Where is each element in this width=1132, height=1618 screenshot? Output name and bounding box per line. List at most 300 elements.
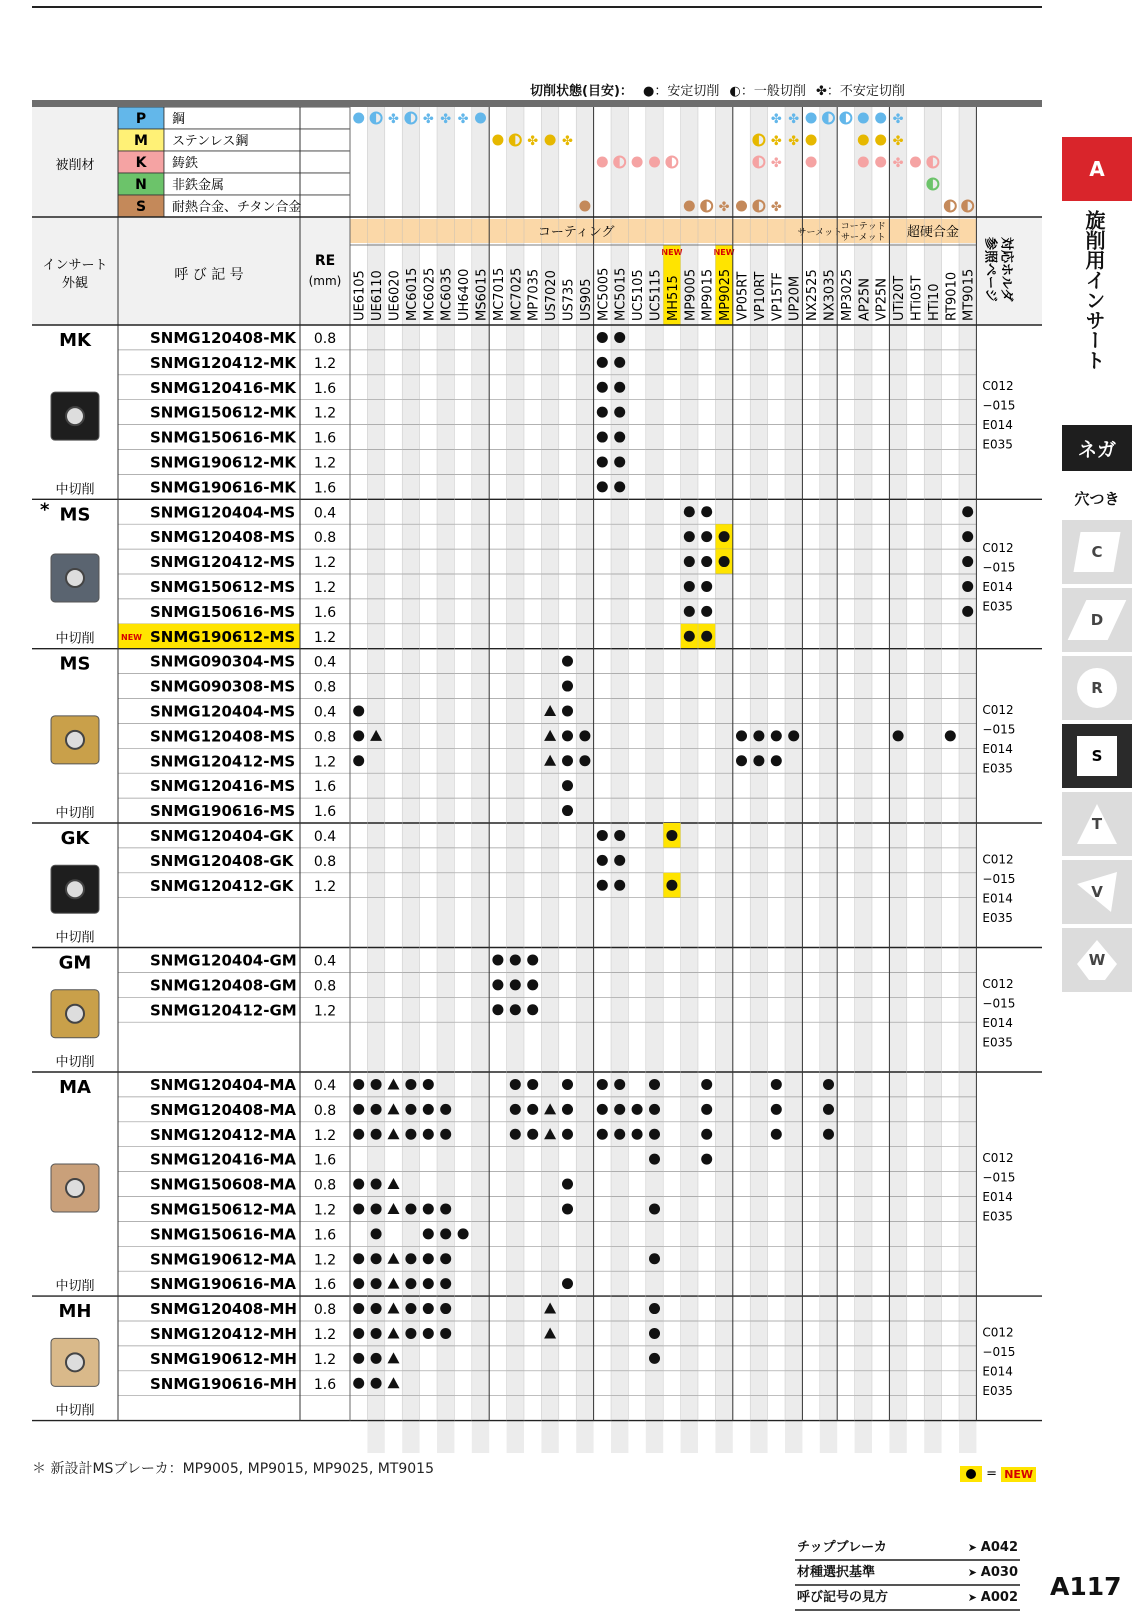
re-cell: 1.2: [313, 878, 337, 895]
holder-page-ref: −015: [982, 1344, 1016, 1359]
recommended-dot-mark: [649, 1203, 660, 1214]
recommended-dot-mark: [701, 581, 712, 592]
grade-name: UE6110: [370, 270, 386, 321]
insert-hole-icon: [66, 731, 84, 749]
material-code: N: [135, 177, 147, 193]
stable-cutting-mark: [475, 113, 486, 124]
recommended-dot-mark: [701, 1154, 712, 1165]
recommended-triangle-mark: [388, 1253, 400, 1264]
ref-grade-selection[interactable]: [795, 1561, 1020, 1586]
material-code: K: [135, 155, 147, 171]
recommended-dot-mark: [353, 1353, 364, 1364]
shape-tab-label: S: [1091, 747, 1103, 765]
ref-page: ➤ A042: [968, 1538, 1018, 1558]
unstable-cutting-mark: ✤: [892, 134, 904, 149]
recommended-triangle-mark: [388, 1377, 400, 1388]
recommended-dot-mark: [579, 730, 590, 741]
group-code: MA: [59, 1077, 91, 1098]
holder-page-ref: E035: [982, 910, 1013, 925]
recommended-dot-mark: [353, 755, 364, 766]
recommended-dot-mark: [823, 1079, 834, 1090]
recommended-dot-mark: [562, 1129, 573, 1140]
holder-page-ref: −015: [982, 722, 1016, 737]
designation-cell: SNMG150612-MA: [150, 1200, 296, 1219]
designation-cell: SNMG120412-MK: [150, 353, 296, 372]
recommended-dot-mark: [405, 1203, 416, 1214]
shape-tab-label: C: [1091, 543, 1103, 561]
recommended-dot-mark: [614, 830, 625, 841]
grade-name: AP25N: [857, 278, 873, 321]
re-cell: 1.2: [313, 555, 337, 572]
designation-cell: SNMG190616-MS: [150, 802, 296, 821]
recommended-dot-mark: [492, 1004, 503, 1015]
grade-name: HTi10: [926, 283, 942, 321]
recommended-dot-mark: [440, 1253, 451, 1264]
top-rule: [32, 6, 1042, 8]
recommended-triangle-mark: [388, 1128, 400, 1139]
recommended-dot-mark: [632, 1129, 643, 1140]
cermet-label: サーメット: [797, 228, 843, 238]
stable-cutting-mark: [632, 157, 643, 168]
re-cell: 1.6: [313, 380, 337, 397]
recommended-dot-mark: [371, 1303, 382, 1314]
holder-page-ref: E014: [982, 1015, 1013, 1030]
recommended-dot-mark: [353, 1328, 364, 1339]
recommended-dot-mark: [353, 1129, 364, 1140]
ref-chipbreaker[interactable]: [795, 1536, 1020, 1561]
designation-header: 呼 び 記 号: [174, 267, 244, 283]
recommended-dot-mark: [614, 880, 625, 891]
re-cell: 0.4: [313, 704, 337, 721]
re-cell: 0.8: [313, 1177, 337, 1194]
recommended-dot-mark: [353, 1278, 364, 1289]
stable-cutting-mark: [806, 157, 817, 168]
recommended-dot-mark: [405, 1079, 416, 1090]
unstable-cutting-mark: ✤: [788, 112, 800, 127]
recommended-dot-mark: [371, 1079, 382, 1090]
holder-page-ref: C012: [982, 976, 1014, 991]
stable-cutting-mark: [875, 135, 886, 146]
insert-hole-icon: [66, 1005, 84, 1023]
material-code: S: [135, 199, 147, 215]
grade-name: UP20M: [787, 275, 803, 321]
recommended-dot-mark: [440, 1278, 451, 1289]
recommended-dot-mark: [701, 531, 712, 542]
recommended-dot-mark: [492, 979, 503, 990]
recommended-dot-mark: [562, 1179, 573, 1190]
holder-page-ref: −015: [982, 1170, 1016, 1185]
recommended-dot-mark: [684, 506, 695, 517]
recommended-dot-mark: [510, 979, 521, 990]
coated-cermet-label: コーテッド: [840, 222, 886, 232]
grade-name: UC5105: [631, 269, 647, 321]
legend-title: 切削状態(目安)：: [530, 84, 633, 99]
recommended-dot-mark: [371, 1328, 382, 1339]
recommended-dot-mark: [649, 1353, 660, 1364]
re-cell: 0.8: [313, 530, 337, 547]
unstable-cutting-mark: ✤: [457, 112, 469, 127]
recommended-dot-mark: [666, 880, 677, 891]
re-cell: 1.6: [313, 1152, 337, 1169]
recommended-dot-mark: [371, 1378, 382, 1389]
re-cell: 1.6: [313, 430, 337, 447]
recommended-dot-mark: [458, 1228, 469, 1239]
shape-tab-label: V: [1091, 883, 1103, 901]
grade-name: US735: [561, 278, 577, 321]
holder-header: 参照ページ: [982, 237, 998, 302]
grade-name: UE6105: [352, 270, 368, 321]
material-name: 非鉄金属: [172, 178, 225, 193]
recommended-dot-mark: [562, 730, 573, 741]
designation-cell: SNMG120412-MH: [150, 1325, 297, 1343]
shape-tab-t[interactable]: [1062, 792, 1132, 856]
holder-page-ref: −015: [982, 871, 1016, 886]
recommended-dot-mark: [823, 1104, 834, 1115]
grade-name: MH515: [665, 275, 681, 321]
recommended-dot-mark: [562, 1278, 573, 1289]
recommended-dot-mark: [597, 481, 608, 492]
recommended-triangle-mark: [388, 1078, 400, 1089]
recommended-dot-mark: [962, 556, 973, 567]
re-header: RE: [314, 253, 336, 269]
recommended-dot-mark: [405, 1328, 416, 1339]
re-cell: 0.4: [313, 654, 337, 671]
group-code: GM: [58, 952, 92, 974]
recommended-dot-mark: [353, 1079, 364, 1090]
recommended-triangle-mark: [388, 1103, 400, 1114]
designation-cell: SNMG120408-MA: [150, 1100, 296, 1119]
grade-name: MC6035: [439, 267, 455, 321]
re-cell: 0.4: [313, 505, 337, 522]
grade-name: MC7025: [509, 267, 525, 321]
material-name: ステンレス鋼: [172, 134, 249, 149]
ref-page: ➤ A030: [968, 1563, 1018, 1583]
recommended-dot-mark: [562, 1104, 573, 1115]
unstable-cutting-mark: ✤: [422, 112, 434, 127]
recommended-dot-mark: [353, 1253, 364, 1264]
holder-page-ref: E035: [982, 599, 1013, 614]
recommended-dot-mark: [423, 1328, 434, 1339]
re-cell: 0.8: [313, 1102, 337, 1119]
designation-cell: SNMG120412-MS: [150, 752, 296, 771]
grade-name: MC6025: [422, 267, 438, 321]
recommended-dot-mark: [614, 407, 625, 418]
recommended-dot-mark: [701, 631, 712, 642]
grade-name: US7020: [544, 270, 560, 321]
recommended-dot-mark: [701, 1129, 712, 1140]
recommended-dot-mark: [614, 481, 625, 492]
recommended-dot-mark: [962, 531, 973, 542]
re-cell: 1.6: [313, 779, 337, 796]
recommended-dot-mark: [371, 1353, 382, 1364]
designation-cell: SNMG120408-MS: [150, 528, 296, 547]
grade-name: MP3025: [839, 268, 855, 321]
coated-cermet-label: サーメット: [841, 233, 886, 243]
recommended-dot-mark: [440, 1129, 451, 1140]
designation-cell: SNMG120408-MK: [150, 329, 296, 347]
recommended-dot-mark: [597, 382, 608, 393]
recommended-dot-mark: [649, 1303, 660, 1314]
recommended-dot-mark: [405, 1303, 416, 1314]
recommended-dot-mark: [405, 1104, 416, 1115]
recommended-dot-mark: [597, 1129, 608, 1140]
recommended-dot-mark: [510, 1079, 521, 1090]
recommended-dot-mark: [353, 1303, 364, 1314]
holder-header: 対応ホルダ: [998, 237, 1014, 302]
re-cell: 1.2: [313, 455, 337, 472]
tab-with-hole[interactable]: 穴つき: [1074, 489, 1120, 508]
unstable-cutting-mark: ✤: [527, 134, 539, 149]
re-cell: 1.6: [313, 480, 337, 497]
recommended-dot-mark: [614, 382, 625, 393]
recommended-dot-mark: [371, 1253, 382, 1264]
recommended-dot-mark: [562, 755, 573, 766]
tab-negative[interactable]: ネガ: [1062, 425, 1132, 471]
designation-cell: SNMG090304-MS: [150, 652, 296, 671]
legend-unstable: ✤：不安定切削: [816, 84, 905, 99]
holder-page-ref: −015: [982, 398, 1016, 413]
stable-cutting-mark: [649, 157, 660, 168]
holder-page-ref: E014: [982, 741, 1013, 756]
grade-name: VP05RT: [735, 271, 751, 321]
recommended-dot-mark: [423, 1303, 434, 1314]
material-code: M: [134, 133, 148, 149]
re-cell: 0.8: [313, 853, 337, 870]
recommended-dot-mark: [423, 1253, 434, 1264]
grade-name: RT9010: [944, 271, 960, 321]
recommended-dot-mark: [423, 1104, 434, 1115]
designation-cell: SNMG120404-GK: [150, 827, 294, 845]
grade-name: MP7035: [526, 268, 542, 321]
material-name-cell: [164, 107, 350, 129]
shape-tab-c[interactable]: [1062, 520, 1132, 584]
ref-page: ➤ A002: [968, 1588, 1018, 1608]
ref-label: チップブレーカ: [797, 1540, 887, 1555]
recommended-dot-mark: [736, 755, 747, 766]
holder-page-ref: C012: [982, 852, 1014, 867]
recommended-triangle-mark: [388, 1352, 400, 1363]
holder-page-ref: E035: [982, 1383, 1013, 1398]
recommended-dot-mark: [649, 1253, 660, 1264]
unstable-cutting-mark: ✤: [718, 200, 730, 215]
appearance-header: 外観: [61, 276, 89, 291]
recommended-dot-mark: [701, 1079, 712, 1090]
recommended-dot-mark: [597, 456, 608, 467]
recommended-dot-mark: [562, 705, 573, 716]
shape-tab-r[interactable]: [1062, 656, 1132, 720]
re-cell: 0.4: [313, 829, 337, 845]
re-cell: 1.2: [313, 1127, 337, 1144]
recommended-triangle-mark: [388, 1278, 400, 1289]
recommended-dot-mark: [353, 705, 364, 716]
re-cell: 1.6: [313, 804, 337, 821]
legend-stable: ●：安定切削: [643, 84, 720, 99]
designation-cell: SNMG120408-MS: [150, 727, 296, 746]
recommended-dot-mark: [440, 1104, 451, 1115]
unstable-cutting-mark: ✤: [770, 112, 782, 127]
shape-tab-d[interactable]: [1062, 588, 1132, 652]
recommended-dot-mark: [562, 656, 573, 667]
grade-name: UC5115: [648, 269, 664, 321]
designation-cell: SNMG190612-MS: [150, 627, 296, 646]
insert-hole-icon: [66, 569, 84, 587]
recommended-dot-mark: [562, 1203, 573, 1214]
grade-name: MP9005: [683, 268, 699, 321]
recommended-dot-mark: [353, 1203, 364, 1214]
footnote: ＊ 新設計MSブレーカ：MP9005, MP9015, MP9025, MT9015: [32, 1461, 434, 1477]
recommended-dot-mark: [562, 805, 573, 816]
designation-cell: SNMG120412-MS: [150, 553, 296, 572]
re-cell: 0.4: [313, 953, 337, 970]
recommended-dot-mark: [962, 606, 973, 617]
shape-tab-v[interactable]: [1062, 860, 1132, 924]
stable-cutting-mark: [910, 157, 921, 168]
recommended-dot-mark: [684, 606, 695, 617]
designation-cell: SNMG120412-GM: [150, 1001, 297, 1020]
re-cell: 1.2: [313, 1351, 337, 1368]
stable-cutting-mark: [736, 201, 747, 212]
recommended-dot-mark: [614, 332, 625, 343]
stable-cutting-mark: [545, 135, 556, 146]
re-cell: 1.6: [313, 1227, 337, 1244]
recommended-dot-mark: [423, 1129, 434, 1140]
group-cutting-label: 中切削: [55, 806, 95, 821]
unstable-cutting-mark: ✤: [892, 112, 904, 127]
group-code: MS: [59, 653, 91, 675]
recommended-dot-mark: [371, 1104, 382, 1115]
recommended-dot-mark: [614, 1129, 625, 1140]
recommended-dot-mark: [597, 855, 608, 866]
recommended-dot-mark: [701, 606, 712, 617]
unstable-cutting-mark: ✤: [770, 156, 782, 171]
recommended-dot-mark: [371, 1278, 382, 1289]
stable-cutting-mark: [579, 201, 590, 212]
ref-designation-guide[interactable]: [795, 1586, 1020, 1611]
recommended-dot-mark: [371, 1129, 382, 1140]
recommended-dot-mark: [684, 531, 695, 542]
recommended-dot-mark: [666, 830, 677, 841]
grade-name: UH6400: [457, 268, 473, 321]
re-cell: 1.2: [313, 1327, 337, 1343]
section-title: 旋削用インサート: [1082, 210, 1106, 370]
section-tab-a[interactable]: A: [1062, 137, 1132, 201]
recommended-dot-mark: [597, 332, 608, 343]
designation-cell: SNMG120416-MA: [150, 1150, 296, 1169]
ref-label: 材種選択基準: [797, 1565, 876, 1580]
recommended-dot-mark: [614, 432, 625, 443]
designation-cell: SNMG150616-MK: [150, 428, 296, 447]
designation-cell: SNMG120404-MS: [150, 503, 296, 522]
recommended-dot-mark: [684, 581, 695, 592]
unstable-cutting-mark: ✤: [788, 134, 800, 149]
holder-page-ref: E014: [982, 418, 1013, 433]
designation-cell: SNMG150616-MA: [150, 1225, 296, 1244]
legend-general: ◐：一般切削: [729, 84, 806, 99]
shape-tab-w[interactable]: [1062, 928, 1132, 992]
recommended-dot-mark: [719, 556, 730, 567]
grade-name: MC5015: [613, 267, 629, 321]
designation-cell: SNMG120408-GK: [150, 851, 294, 870]
grade-name: NX3035: [822, 269, 838, 321]
re-cell: 1.6: [313, 604, 337, 621]
recommended-dot-mark: [353, 1104, 364, 1115]
grade-name: VP25N: [874, 278, 890, 321]
recommended-dot-mark: [632, 1104, 643, 1115]
appearance-header: インサート: [42, 258, 108, 273]
grade-name: UE6020: [387, 270, 403, 321]
new-grade-badge: NEW: [661, 248, 683, 257]
insert-table-grid: [32, 107, 1042, 1453]
recommended-dot-mark: [353, 1378, 364, 1389]
recommended-dot-mark: [684, 631, 695, 642]
recommended-dot-mark: [562, 780, 573, 791]
holder-page-ref: −015: [982, 560, 1016, 575]
holder-page-ref: E035: [982, 1209, 1013, 1224]
new-legend-tag: NEW: [1001, 1467, 1036, 1482]
insert-hole-icon: [66, 407, 84, 425]
unstable-cutting-mark: ✤: [770, 200, 782, 215]
designation-cell: SNMG150608-MA: [150, 1175, 296, 1194]
re-cell: 0.8: [313, 679, 337, 696]
recommended-dot-mark: [562, 681, 573, 692]
shape-tab-s[interactable]: [1062, 724, 1132, 788]
holder-page-ref: E035: [982, 761, 1013, 776]
recommended-dot-mark: [771, 1104, 782, 1115]
recommended-dot-mark: [597, 357, 608, 368]
re-cell: 0.8: [313, 1302, 337, 1319]
recommended-dot-mark: [649, 1079, 660, 1090]
new-row-badge: NEW: [121, 632, 142, 642]
re-cell: 0.8: [313, 978, 337, 995]
re-cell: 1.2: [313, 629, 337, 646]
ref-label: 呼び記号の見方: [797, 1590, 889, 1605]
header-bar: [32, 100, 1042, 107]
recommended-triangle-mark: [388, 1203, 400, 1214]
re-cell: 0.8: [313, 331, 337, 347]
recommended-dot-mark: [371, 1228, 382, 1239]
designation-cell: SNMG120404-MS: [150, 702, 296, 721]
unstable-cutting-mark: ✤: [562, 134, 573, 149]
group-cutting-label: 中切削: [55, 1279, 95, 1295]
insert-hole-icon: [66, 1179, 84, 1197]
designation-cell: SNMG150616-MS: [150, 602, 296, 621]
grade-name: MC5005: [596, 267, 612, 321]
shape-tab-label: R: [1091, 679, 1103, 697]
designation-cell: SNMG190616-MK: [150, 478, 296, 497]
material-name: 鋳鉄: [172, 156, 199, 171]
holder-page-ref: E035: [982, 1035, 1013, 1050]
recommended-dot-mark: [597, 880, 608, 891]
materials-header: 被削材: [55, 158, 95, 173]
re-cell: 0.8: [313, 729, 337, 746]
recommended-dot-mark: [649, 1328, 660, 1339]
recommended-dot-mark: [371, 1179, 382, 1190]
insert-hole-icon: [66, 1353, 84, 1371]
recommended-dot-mark: [945, 730, 956, 741]
stable-cutting-mark: [353, 113, 364, 124]
material-name: 耐熱合金、チタン合金: [172, 200, 302, 215]
recommended-dot-mark: [771, 1129, 782, 1140]
holder-page-ref: E014: [982, 891, 1013, 906]
page-number: A117: [1050, 1572, 1122, 1601]
re-cell: 1.2: [313, 405, 337, 422]
group-asterisk: *: [40, 499, 50, 521]
stable-cutting-mark: [858, 135, 869, 146]
unstable-cutting-mark: ✤: [388, 112, 399, 127]
material-code: P: [135, 111, 147, 127]
grade-name: MC6015: [404, 267, 420, 321]
recommended-dot-mark: [649, 1129, 660, 1140]
